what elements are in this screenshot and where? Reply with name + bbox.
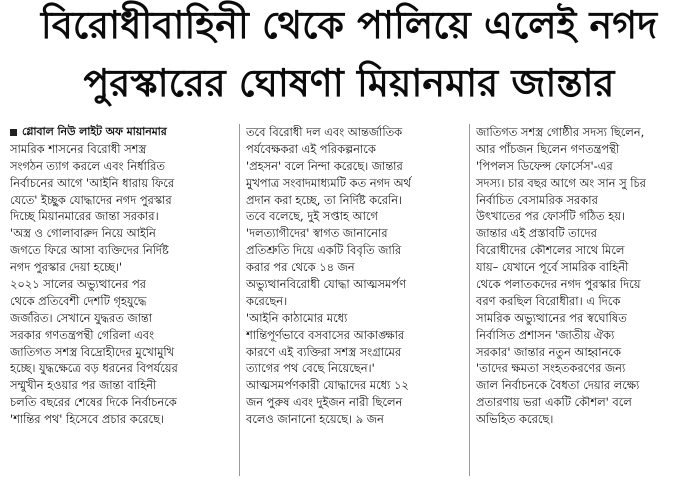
- text-line: সরকার' জান্তার নতুন আহ্বানকে: [476, 344, 621, 359]
- article-body: [10, 124, 690, 476]
- text-line: জর্জরিত। সেখানে যুদ্ধরত জান্তা: [10, 310, 153, 325]
- text-line: নির্বাচনের আগে 'আইনি ধারায় ফিরে: [10, 175, 175, 190]
- text-line: যেতে' ইচ্ছুক যোদ্ধাদের নগদ পুরস্কার: [10, 192, 172, 207]
- text-line: বরণ করছিল বিরোধীরা। এ দিকে: [476, 293, 621, 308]
- article-column-1: [10, 124, 232, 476]
- text-line: জগতে ফিরে আসা ব্যক্তিদের নির্দিষ্ট: [10, 243, 169, 258]
- text-line: ত্যাগের পথ বেছে নিয়েছেন।': [246, 361, 375, 376]
- text-line: থেকে পলাতকদের নগদ পুরস্কার দিয়ে: [476, 277, 641, 292]
- text-line: জান্তার এই প্রস্তাবটি তাদের: [476, 226, 597, 241]
- text-line: জাতিগত সশস্ত্র বিদ্রোহীদের মুখোমুখি: [10, 344, 175, 359]
- text-line: সম্মুখীন হওয়ার পর জান্তা বাহিনী: [10, 378, 157, 393]
- text-line: হচ্ছে। যুদ্ধক্ষেত্রে বড় ধরনের বিপর্যয়ের: [10, 361, 178, 376]
- column-divider: [469, 124, 470, 476]
- text-line: পর্যবেক্ষকরা এই পরিকল্পনাকে: [246, 141, 376, 156]
- byline: [10, 124, 232, 141]
- text-line: অভ্যুত্থানবিরোধী যোদ্ধা আত্মসমর্পণ: [246, 277, 406, 292]
- byline-source: গ্লোবাল নিউ লাইট অফ মায়ানমার: [22, 125, 167, 138]
- text-line: আত্মসমর্পণকারী যোদ্ধাদের মধ্যে ১২: [246, 378, 409, 393]
- text-line: নির্বাচিত বেসামরিক সরকার: [476, 192, 598, 207]
- text-line: তবে বিরোধী দল এবং আন্তর্জাতিক: [246, 125, 403, 139]
- text-line: আর পাঁচজন ছিলেন গণতন্ত্রপন্থী: [476, 141, 620, 156]
- text-line: জন পুরুষ এবং দুইজন নারী ছিলেন: [246, 395, 403, 410]
- text-line: নগদ পুরস্কার দেয়া হচ্ছে।': [10, 260, 123, 275]
- text-line: 'পিপলস ডিফেন্স ফোর্সেস'-এর: [476, 158, 613, 173]
- text-line: 'দলত্যাগীদের' স্বাগত জানানোর: [246, 226, 388, 241]
- text-line: বিরোধীদের কৌশলের সাথে মিলে: [476, 243, 625, 258]
- text-line: জাল নির্বাচনকে বৈধতা দেয়ার লক্ষ্যে: [476, 378, 640, 393]
- text-line: 'আইনি কাঠামোর মধ্যে: [246, 310, 348, 325]
- text-line: নির্বাসিত প্রশাসন 'জাতীয় ঐক্য: [476, 327, 615, 342]
- column-divider: [239, 124, 240, 476]
- text-line: প্রদান করা হচ্ছে, তা নির্দিষ্ট করেনি।: [246, 192, 403, 207]
- text-line: বলেও জানানো হয়েছে। ৯ জন: [246, 412, 384, 427]
- byline-square-marker-icon: [10, 129, 17, 136]
- text-line: চলতি বছরের শেষের দিকে নির্বাচনকে: [10, 395, 177, 410]
- text-line: 'তাদের ক্ষমতা সংহতকরণের জন্য: [476, 361, 626, 376]
- text-line: প্রতিশ্রুতি দিয়ে একটি বিবৃতি জারি: [246, 243, 402, 258]
- text-line: সদস্য। চার বছর আগে অং সান সু চির: [476, 175, 646, 190]
- text-line: সামরিক অভ্যুত্থানের পর স্বঘোষিত: [476, 310, 627, 325]
- text-line: মুখপাত্র সংবাদমাধ্যমটি কত নগদ অর্থ: [246, 175, 411, 190]
- article-column-2: [246, 124, 462, 476]
- text-line: সরকার গণতন্ত্রপন্থী গেরিলা এবং: [10, 327, 155, 342]
- text-line: ২০২১ সালের অভ্যুত্থানের পর: [10, 277, 146, 292]
- text-line: সামরিক শাসনের বিরোধী সশস্ত্র: [10, 141, 147, 156]
- headline-line-2: পুরস্কারের ঘোষণা মিয়ানমার জান্তার: [83, 61, 615, 105]
- text-line: তবে বলেছে, দুই সপ্তাহ আগে: [246, 209, 378, 224]
- article-column-3: [476, 124, 690, 476]
- text-line: সংগঠন ত্যাগ করলে এবং নির্ধারিত: [10, 158, 165, 173]
- text-line: শান্তিপূর্ণভাবে বসবাসের আকাঙ্ক্ষার: [246, 327, 405, 342]
- headline-line-1: বিরোধীবাহিনী থেকে পালিয়ে এলেই নগদ: [40, 3, 658, 47]
- text-line: কারণে এই ব্যক্তিরা সশস্ত্র সংগ্রামের: [246, 344, 402, 359]
- text-line: যায়– যেখানে পূর্বে সামরিক বাহিনী: [476, 260, 629, 275]
- text-line: জাতিগত সশস্ত্র গোষ্ঠীর সদস্য ছিলেন,: [476, 125, 645, 139]
- text-line: উৎখাতের পর ফোর্সটি গঠিত হয়।: [476, 209, 625, 224]
- text-line: করেছেন।: [246, 293, 288, 308]
- text-line: করার পর থেকে ১৪ জন: [246, 260, 355, 275]
- text-line: প্রতারণায় ভরা একটি কৌশল' বলে: [476, 395, 632, 410]
- text-line: 'অস্ত্র ও গোলাবারুদ নিয়ে আইনি: [10, 226, 156, 241]
- text-line: 'প্রহসন' বলে নিন্দা করেছে। জান্তার: [246, 158, 403, 173]
- text-line: 'শান্তির পথ' হিসেবে প্রচার করেছে।: [10, 412, 165, 427]
- text-line: থেকে প্রতিবেশী দেশটি গৃহযুদ্ধে: [10, 293, 147, 308]
- text-line: অভিহিত করেছে।: [476, 412, 554, 427]
- text-line: দিচ্ছে মিয়ানমারের জান্তা সরকার।: [10, 209, 159, 224]
